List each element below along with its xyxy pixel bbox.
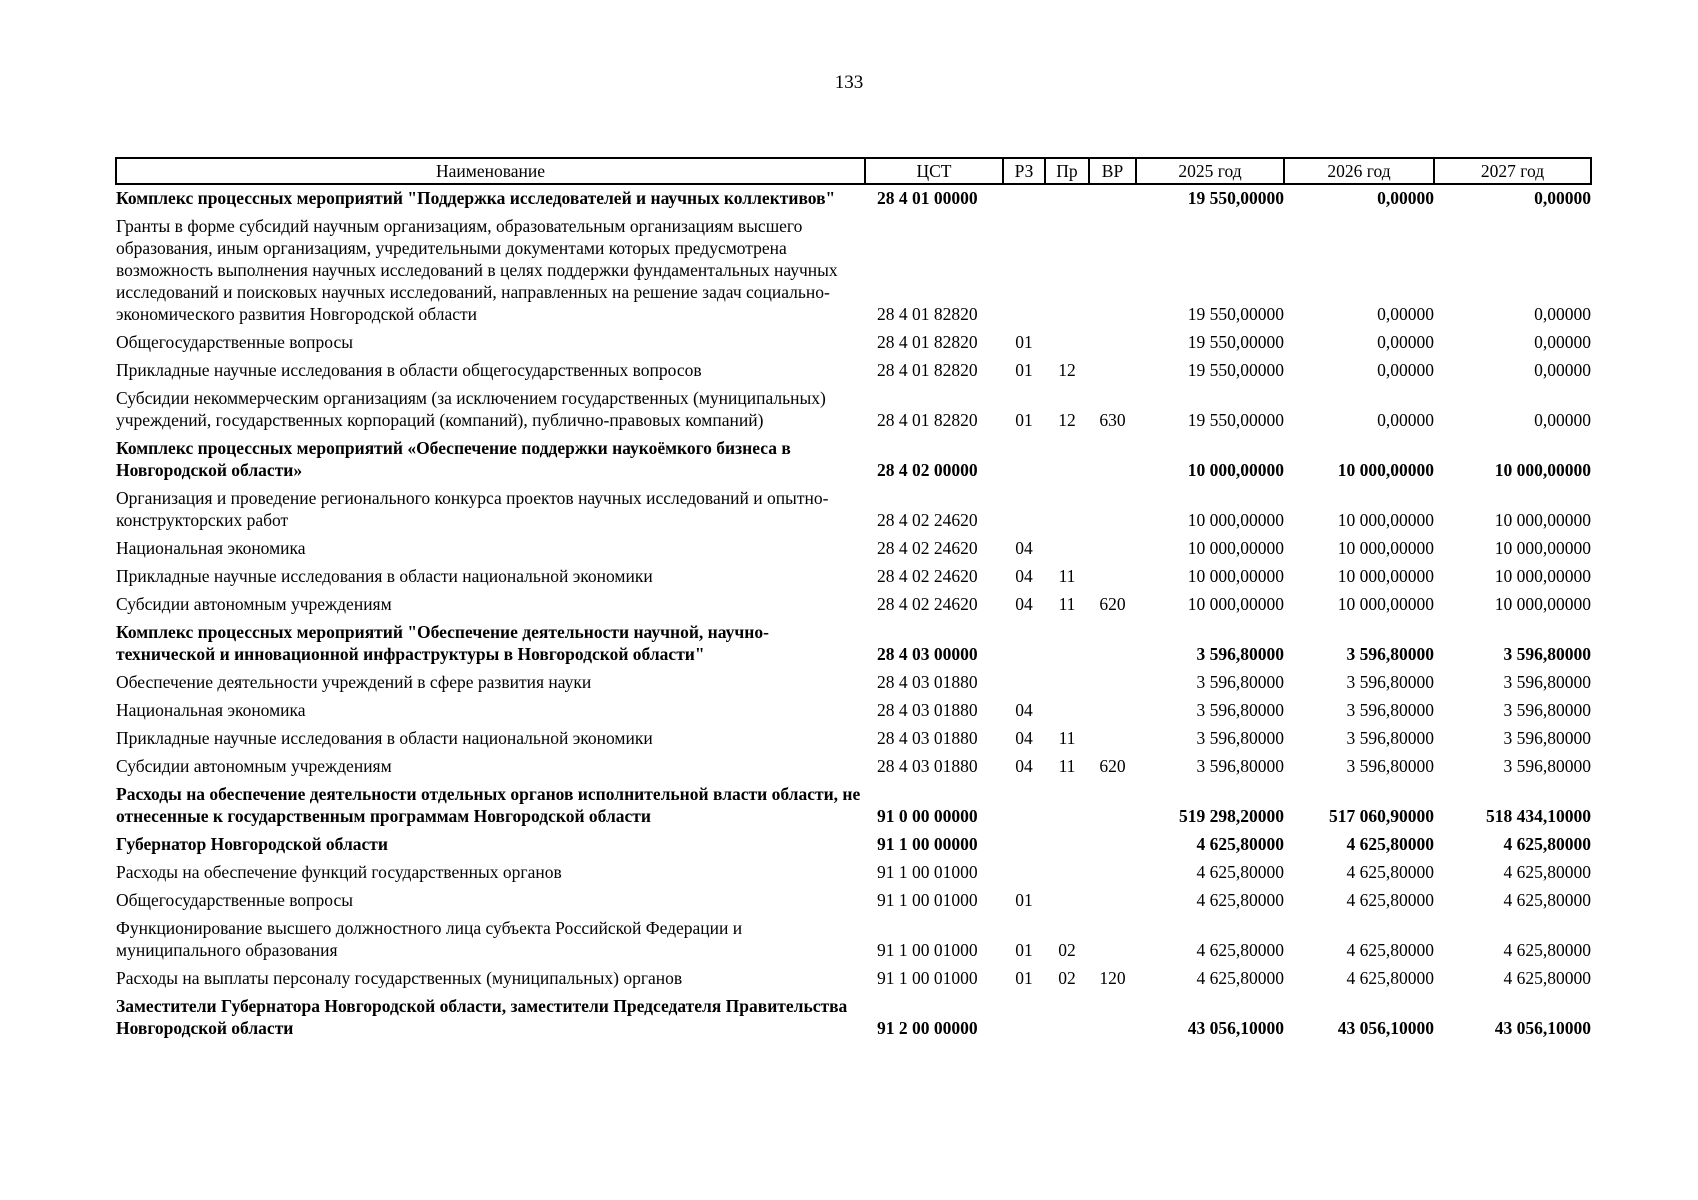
- row-2025: 10 000,00000: [1187, 566, 1284, 586]
- header-vr: ВР: [1089, 158, 1136, 184]
- row-rz: 01: [1015, 360, 1033, 380]
- row-2026: 10 000,00000: [1337, 566, 1434, 586]
- row-pr: [1045, 887, 1089, 915]
- row-pr: 12: [1058, 360, 1076, 380]
- row-2025: 19 550,00000: [1187, 410, 1284, 430]
- row-2026: 3 596,80000: [1346, 728, 1434, 748]
- row-2026: 3 596,80000: [1346, 756, 1434, 776]
- row-cst: 28 4 01 82820: [877, 332, 978, 352]
- row-2026: 3 596,80000: [1346, 644, 1434, 664]
- row-pr: 11: [1058, 756, 1076, 776]
- row-pr: [1045, 435, 1089, 485]
- row-2027: 43 056,10000: [1494, 1018, 1591, 1038]
- row-2025: 4 625,80000: [1196, 890, 1284, 910]
- row-2026: 4 625,80000: [1346, 834, 1434, 854]
- row-pr: [1045, 993, 1089, 1043]
- row-name: Губернатор Новгородской области: [116, 834, 388, 854]
- header-2026: 2026 год: [1284, 158, 1434, 184]
- row-rz: [1003, 184, 1045, 213]
- table-row: [116, 697, 1591, 725]
- row-cst: 91 1 00 00000: [877, 834, 978, 854]
- row-name: Субсидии автономным учреждениям: [116, 594, 392, 614]
- row-rz: [1003, 669, 1045, 697]
- table-row: [116, 213, 1591, 329]
- row-cst: 28 4 03 01880: [877, 672, 978, 692]
- row-2025: 3 596,80000: [1196, 700, 1284, 720]
- row-pr: [1045, 213, 1089, 329]
- row-vr: [1089, 435, 1136, 485]
- row-vr: [1089, 619, 1136, 669]
- row-2027: 10 000,00000: [1494, 510, 1591, 530]
- row-2027: 4 625,80000: [1503, 890, 1591, 910]
- table-row: [116, 753, 1591, 781]
- row-2025: 4 625,80000: [1196, 834, 1284, 854]
- row-2027: 10 000,00000: [1494, 538, 1591, 558]
- row-rz: [1003, 619, 1045, 669]
- row-pr: [1045, 669, 1089, 697]
- row-rz: 01: [1015, 890, 1033, 910]
- row-pr: [1045, 619, 1089, 669]
- table-row: [116, 669, 1591, 697]
- row-2025: 3 596,80000: [1196, 644, 1284, 664]
- table-row: [116, 184, 1591, 213]
- row-2025: 4 625,80000: [1196, 862, 1284, 882]
- row-2025: 519 298,20000: [1179, 806, 1284, 826]
- header-pr: Пр: [1045, 158, 1089, 184]
- row-2026: 3 596,80000: [1346, 672, 1434, 692]
- row-vr: 120: [1099, 968, 1126, 988]
- table-row: [116, 887, 1591, 915]
- row-2027: 3 596,80000: [1503, 700, 1591, 720]
- row-vr: [1089, 535, 1136, 563]
- header-rz: РЗ: [1003, 158, 1045, 184]
- row-name: Функционирование высшего должностного лица субъекта Российской Федерации и муниципального образования: [116, 918, 743, 960]
- row-cst: 28 4 03 01880: [877, 756, 978, 776]
- row-2027: 0,00000: [1534, 332, 1591, 352]
- row-rz: [1003, 993, 1045, 1043]
- row-2025: 3 596,80000: [1196, 728, 1284, 748]
- row-name: Субсидии автономным учреждениям: [116, 756, 392, 776]
- row-vr: [1089, 485, 1136, 535]
- row-2026: 10 000,00000: [1337, 538, 1434, 558]
- row-cst: 91 1 00 01000: [877, 968, 978, 988]
- row-pr: 02: [1058, 940, 1076, 960]
- row-vr: [1089, 184, 1136, 213]
- row-2025: 43 056,10000: [1187, 1018, 1284, 1038]
- row-2027: 3 596,80000: [1503, 728, 1591, 748]
- row-name: Расходы на выплаты персоналу государственных (муниципальных) органов: [116, 968, 683, 988]
- row-name: Прикладные научные исследования в области национальной экономики: [116, 728, 653, 748]
- table-header: [116, 158, 1591, 184]
- row-rz: [1003, 831, 1045, 859]
- row-cst: 28 4 03 00000: [877, 644, 978, 664]
- table-row: [116, 781, 1591, 831]
- row-cst: 28 4 01 82820: [877, 360, 978, 380]
- row-2025: 3 596,80000: [1196, 672, 1284, 692]
- row-name: Прикладные научные исследования в области общегосударственных вопросов: [116, 360, 702, 380]
- row-name: Национальная экономика: [116, 538, 306, 558]
- row-vr: [1089, 563, 1136, 591]
- row-vr: [1089, 329, 1136, 357]
- row-2026: 517 060,90000: [1329, 806, 1434, 826]
- row-name: Заместители Губернатора Новгородской области, заместители Председателя Правительства Новгородской области: [116, 996, 848, 1038]
- row-cst: 91 1 00 01000: [877, 862, 978, 882]
- row-2027: 10 000,00000: [1494, 566, 1591, 586]
- row-name: Прикладные научные исследования в области национальной экономики: [116, 566, 653, 586]
- row-2026: 43 056,10000: [1337, 1018, 1434, 1038]
- row-2025: 10 000,00000: [1187, 594, 1284, 614]
- row-cst: 91 1 00 01000: [877, 890, 978, 910]
- row-cst: 28 4 01 00000: [877, 188, 978, 208]
- row-2025: 10 000,00000: [1187, 538, 1284, 558]
- row-vr: [1089, 357, 1136, 385]
- table-body: [116, 184, 1591, 1043]
- row-vr: [1089, 669, 1136, 697]
- row-2026: 4 625,80000: [1346, 890, 1434, 910]
- table-row: [116, 915, 1591, 965]
- table-row: [116, 993, 1591, 1043]
- row-2026: 0,00000: [1377, 332, 1434, 352]
- row-name: Гранты в форме субсидий научным организациям, образовательным организациям высшего образования, иным организациям, учредительными документами которых предусмотрена возможность выполнения научных исследований в целях поддержки фундаментальных научных исследований и поисковых научных исследований, направленных на решение задач социально-экономического развития Новгородской области: [116, 216, 838, 324]
- row-2027: 0,00000: [1534, 410, 1591, 430]
- row-rz: [1003, 781, 1045, 831]
- row-2026: 3 596,80000: [1346, 700, 1434, 720]
- row-2026: 4 625,80000: [1346, 862, 1434, 882]
- row-pr: 11: [1058, 728, 1076, 748]
- row-2027: 3 596,80000: [1503, 756, 1591, 776]
- row-2025: 19 550,00000: [1187, 188, 1284, 208]
- row-2026: 0,00000: [1377, 304, 1434, 324]
- row-2025: 19 550,00000: [1187, 304, 1284, 324]
- row-2026: 0,00000: [1377, 360, 1434, 380]
- row-name: Общегосударственные вопросы: [116, 890, 354, 910]
- row-name: Комплекс процессных мероприятий "Обеспечение деятельности научной, научно-технической и инновационной инфраструктуры в Новгородской области": [116, 622, 769, 664]
- row-cst: 28 4 01 82820: [877, 304, 978, 324]
- row-pr: [1045, 485, 1089, 535]
- row-vr: [1089, 859, 1136, 887]
- row-pr: [1045, 831, 1089, 859]
- row-2026: 4 625,80000: [1346, 968, 1434, 988]
- row-2026: 10 000,00000: [1337, 460, 1434, 480]
- row-cst: 91 2 00 00000: [877, 1018, 978, 1038]
- row-2026: 0,00000: [1377, 410, 1434, 430]
- row-cst: 28 4 02 24620: [877, 566, 978, 586]
- row-2025: 4 625,80000: [1196, 940, 1284, 960]
- row-2027: 0,00000: [1534, 360, 1591, 380]
- table-row: [116, 535, 1591, 563]
- row-2025: 3 596,80000: [1196, 756, 1284, 776]
- table-row: [116, 831, 1591, 859]
- header-2025: 2025 год: [1136, 158, 1284, 184]
- row-cst: 28 4 02 24620: [877, 510, 978, 530]
- row-2025: 10 000,00000: [1187, 460, 1284, 480]
- row-pr: 12: [1058, 410, 1076, 430]
- row-vr: [1089, 915, 1136, 965]
- row-2027: 0,00000: [1534, 304, 1591, 324]
- page-number: 133: [834, 72, 864, 93]
- row-2027: 3 596,80000: [1503, 672, 1591, 692]
- budget-table: [115, 157, 1592, 1043]
- row-2027: 4 625,80000: [1503, 968, 1591, 988]
- table-row: [116, 329, 1591, 357]
- header-2027: 2027 год: [1434, 158, 1591, 184]
- row-cst: 28 4 03 01880: [877, 700, 978, 720]
- table-row: [116, 563, 1591, 591]
- row-cst: 28 4 03 01880: [877, 728, 978, 748]
- row-rz: [1003, 435, 1045, 485]
- row-name: Обеспечение деятельности учреждений в сфере развития науки: [116, 672, 592, 692]
- row-2025: 10 000,00000: [1187, 510, 1284, 530]
- row-cst: 28 4 02 00000: [877, 460, 978, 480]
- row-vr: [1089, 213, 1136, 329]
- row-name: Субсидии некоммерческим организациям (за исключением государственных (муниципальных) учреждений, государственных корпораций (компаний), публично-правовых компаний): [116, 388, 826, 430]
- row-name: Общегосударственные вопросы: [116, 332, 354, 352]
- row-pr: 11: [1058, 566, 1076, 586]
- table-row: [116, 485, 1591, 535]
- row-name: Национальная экономика: [116, 700, 306, 720]
- row-pr: [1045, 535, 1089, 563]
- row-2026: 10 000,00000: [1337, 594, 1434, 614]
- row-pr: [1045, 781, 1089, 831]
- row-pr: [1045, 697, 1089, 725]
- row-rz: 04: [1015, 594, 1033, 614]
- table-row: [116, 435, 1591, 485]
- row-2027: 0,00000: [1534, 188, 1591, 208]
- row-pr: [1045, 184, 1089, 213]
- row-2027: 3 596,80000: [1503, 644, 1591, 664]
- row-rz: 01: [1015, 940, 1033, 960]
- row-pr: [1045, 859, 1089, 887]
- row-pr: 11: [1058, 594, 1076, 614]
- row-rz: 04: [1015, 538, 1033, 558]
- table-row: [116, 965, 1591, 993]
- row-cst: 28 4 02 24620: [877, 594, 978, 614]
- row-name: Расходы на обеспечение функций государственных органов: [116, 862, 562, 882]
- row-2026: 4 625,80000: [1346, 940, 1434, 960]
- row-name: Комплекс процессных мероприятий "Поддержка исследователей и научных коллективов": [116, 188, 836, 208]
- table-row: [116, 591, 1591, 619]
- header-name: Наименование: [116, 158, 865, 184]
- header-cst: ЦСТ: [865, 158, 1003, 184]
- row-vr: [1089, 725, 1136, 753]
- row-rz: 04: [1015, 756, 1033, 776]
- row-2025: 19 550,00000: [1187, 332, 1284, 352]
- row-pr: 02: [1058, 968, 1076, 988]
- row-2027: 518 434,10000: [1486, 806, 1591, 826]
- row-rz: 04: [1015, 728, 1033, 748]
- table-row: [116, 725, 1591, 753]
- row-2027: 10 000,00000: [1494, 594, 1591, 614]
- row-rz: [1003, 859, 1045, 887]
- row-cst: 28 4 01 82820: [877, 410, 978, 430]
- table-row: [116, 859, 1591, 887]
- row-rz: [1003, 485, 1045, 535]
- row-2026: 0,00000: [1377, 188, 1434, 208]
- row-2027: 4 625,80000: [1503, 834, 1591, 854]
- row-vr: [1089, 831, 1136, 859]
- row-2025: 19 550,00000: [1187, 360, 1284, 380]
- row-vr: [1089, 697, 1136, 725]
- row-vr: 620: [1099, 594, 1126, 614]
- table-row: [116, 619, 1591, 669]
- row-rz: 04: [1015, 566, 1033, 586]
- row-2026: 10 000,00000: [1337, 510, 1434, 530]
- row-vr: 630: [1099, 410, 1126, 430]
- row-vr: [1089, 993, 1136, 1043]
- row-name: Комплекс процессных мероприятий «Обеспечение поддержки наукоёмкого бизнеса в Новгородской области»: [116, 438, 791, 480]
- row-rz: [1003, 213, 1045, 329]
- row-name: Организация и проведение регионального конкурса проектов научных исследований и опытно-конструкторских работ: [116, 488, 829, 530]
- row-name: Расходы на обеспечение деятельности отдельных органов исполнительной власти области, не отнесенные к государственным программам Новгородской области: [116, 784, 861, 826]
- row-rz: 04: [1015, 700, 1033, 720]
- row-cst: 91 0 00 00000: [877, 806, 978, 826]
- row-cst: 91 1 00 01000: [877, 940, 978, 960]
- row-vr: [1089, 781, 1136, 831]
- row-vr: 620: [1099, 756, 1126, 776]
- row-rz: 01: [1015, 968, 1033, 988]
- row-vr: [1089, 887, 1136, 915]
- table-row: [116, 385, 1591, 435]
- table-row: [116, 357, 1591, 385]
- row-cst: 28 4 02 24620: [877, 538, 978, 558]
- row-2027: 4 625,80000: [1503, 940, 1591, 960]
- row-2027: 10 000,00000: [1494, 460, 1591, 480]
- row-pr: [1045, 329, 1089, 357]
- row-2027: 4 625,80000: [1503, 862, 1591, 882]
- row-rz: 01: [1015, 332, 1033, 352]
- row-2025: 4 625,80000: [1196, 968, 1284, 988]
- row-rz: 01: [1015, 410, 1033, 430]
